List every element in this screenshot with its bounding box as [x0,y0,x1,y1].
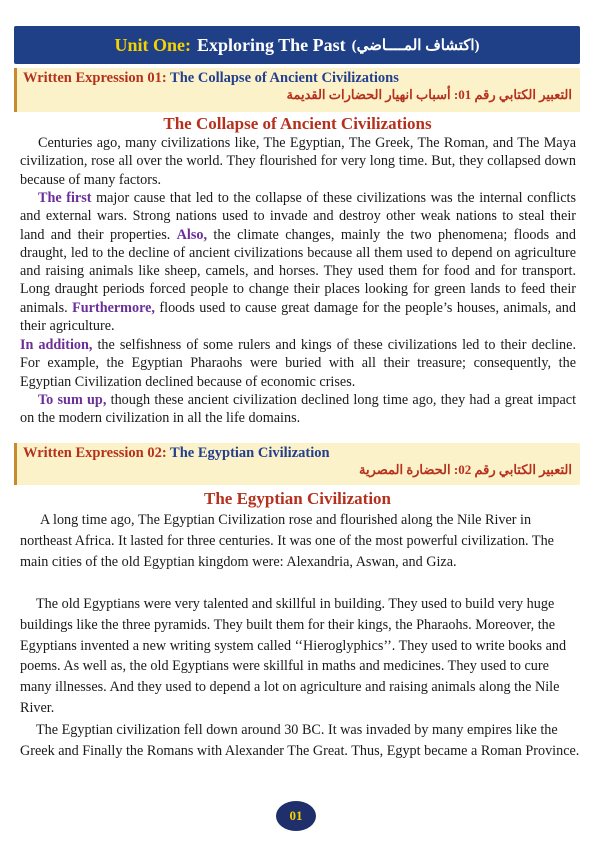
we1-arabic-title: التعبير الكتابي رقم 01: أسباب انهيار الحضارات القديمة [286,87,572,102]
essay2-paragraph-2: The old Egyptians were very talented and skillful in building. They used to build very huge buildings like the three pyramids. They built them for their kings, the Pharaohs. Moreover, the Egyptians invented a new writing system called ‘‘Hieroglyphics’’. They used to write books and poems. As well as, the old Egyptians were skillful in maths and medicines. They used to cure many illnesses. And they used to depend a lot on agriculture and raising animals along the Nile River. [20,596,567,716]
essay1-p1-text: Centuries ago, many civilizations like, The Egyptian, The Greek, The Roman, and The Maya civilization, rose all over the world. They flourished for very long time. But, they collapsed down because of many factors. [20,135,576,188]
keyword-in-addition: In addition, [20,337,93,353]
page-number-badge: 01 [276,801,316,831]
keyword-also: Also, [176,226,208,243]
essay1-paragraph-2 [20,189,576,335]
keyword-the-first: The first [38,190,92,206]
essay1-p4-text: though these ancient civilization declined long time ago, they had a great impact on the modern civilization in all the life domains. [20,392,577,427]
essay1-paragraph-4 [20,391,576,428]
written-expression-01-header [14,68,580,112]
essay2-paragraph-3: The Egyptian civilization fell down around 30 BC. It was invaded by many empires like the Greek and Finally the Romans with Alexander The Great. Thus, Egypt became a Roman Province. [20,722,580,759]
we2-title: The Egyptian Civilization [170,445,330,461]
written-expression-02-header [14,443,580,485]
we1-title: The Collapse of Ancient Civilizations [170,70,399,86]
unit-banner [14,26,580,64]
keyword-to-sum-up: To sum up, [38,392,107,408]
essay1-paragraph-3 [20,336,576,391]
unit-title-arabic: (اكتشاف المــــاضي) [351,37,480,54]
keyword-furthermore: Furthermore, [72,299,155,316]
we1-label: Written Expression 01: [23,70,167,86]
essay1-paragraph-1 [20,134,576,189]
essay2-title: The Egyptian Civilization [203,489,392,508]
essay1-p3-text: the selfishness of some rulers and kings of these civilizations led to their decline. For example, the Egyptian Pharaohs were buried with all their treasure; consequently, the Egyptian Civilization declined because of economic crises. [20,337,576,390]
unit-title: Exploring The Past [196,34,346,55]
essay1-p2-text-a: major cause that led to the collapse of these civilizations was the internal conflicts and external wars. Strong nations used to invade and destroy other weak nations to steal their land and their properties. [20,190,576,243]
essay1-title: The Collapse of Ancient Civilizations [163,114,432,133]
essay2-paragraph-1: A long time ago, The Egyptian Civilization rose and flourished along the Nile River in northeast Africa. It lasted for three centuries. It was one of the most powerful civilization. The main cities of the old Egyptian kingdom were: Alexandria, Aswan, and Giza. [20,512,554,570]
essay1-p2-text-c: floods used to cause great damage for the people’s houses, animals, and their agriculture. [20,299,576,335]
we2-arabic-title: التعبير الكتابي رقم 02: الحضارة المصرية [358,462,572,477]
unit-label: Unit One: [114,34,191,55]
we2-label: Written Expression 02: [23,445,167,461]
essay1-p2-text-b: the climate changes, mainly the two phenomena; floods and draught, led to the decline of ancient civilizations because all them used to depend on agriculture and raising animals like sheep, camels, and horses. They used them for food and for transport. Long draught periods forced people to change their places looking for green lands to feed their animals. [20,226,576,316]
